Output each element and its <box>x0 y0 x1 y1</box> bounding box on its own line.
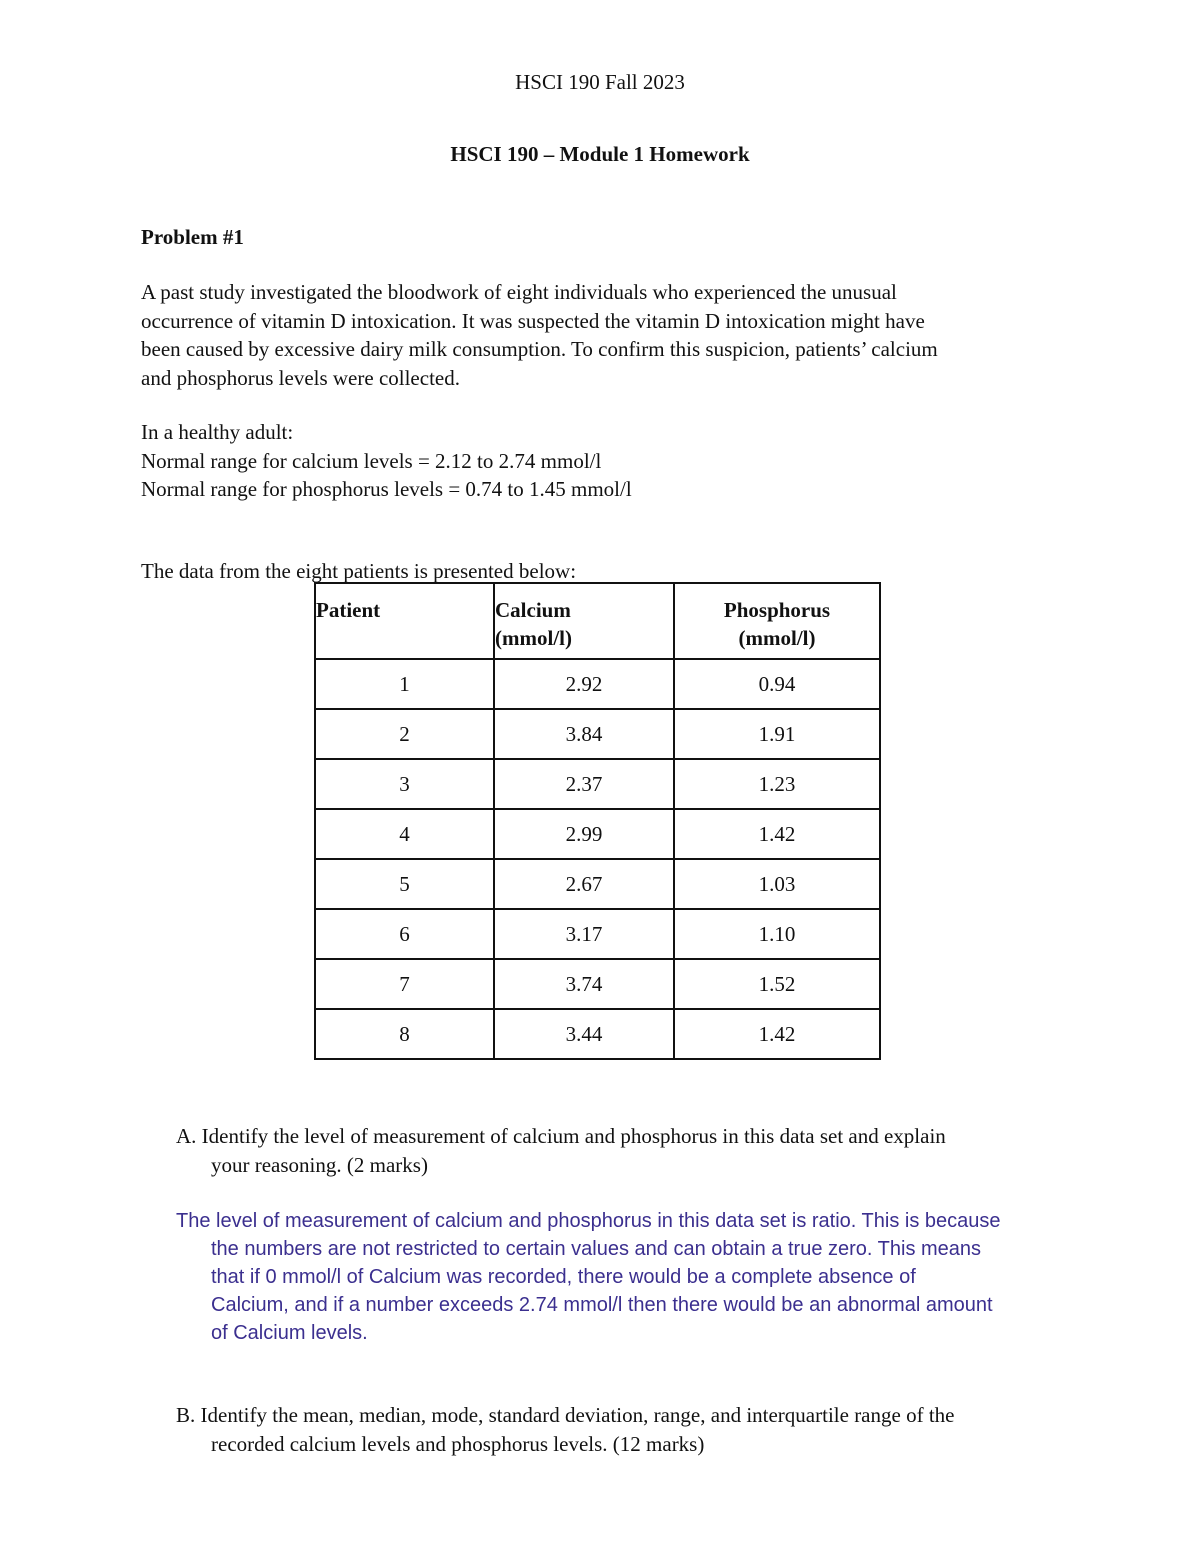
intro-line: A past study investigated the bloodwork of eight individuals who experienced the unusual <box>141 280 897 304</box>
header-patient-label: Patient <box>316 598 381 622</box>
answer-a <box>176 1207 1076 1347</box>
calcium-cell: 2.99 <box>494 809 674 859</box>
header-calcium <box>494 583 674 659</box>
patient-cell: 6 <box>315 909 494 959</box>
calcium-cell: 2.67 <box>494 859 674 909</box>
calcium-range: Normal range for calcium levels = 2.12 to 2.74 mmol/l <box>141 448 602 473</box>
header-calcium-label: Calcium <box>495 598 571 622</box>
table-header-row <box>315 583 880 659</box>
patient-cell: 4 <box>315 809 494 859</box>
phosphorus-cell: 1.42 <box>674 1009 880 1059</box>
answer-a-line: that if 0 mmol/l of Calcium was recorded, there would be a complete absence of <box>211 1266 916 1288</box>
phosphorus-cell: 1.52 <box>674 959 880 1009</box>
answer-a-line: of Calcium levels. <box>211 1322 368 1344</box>
table-row <box>315 859 880 909</box>
calcium-cell: 2.37 <box>494 759 674 809</box>
healthy-adult-label: In a healthy adult: <box>141 420 294 444</box>
question-b <box>176 1401 1076 1458</box>
patient-data-table <box>314 582 881 1060</box>
document-title: HSCI 190 – Module 1 Homework <box>450 142 750 166</box>
normal-ranges <box>141 418 1061 504</box>
problem-heading: Problem #1 <box>141 225 244 249</box>
table-row <box>315 1009 880 1059</box>
calcium-cell: 3.44 <box>494 1009 674 1059</box>
calcium-cell: 2.92 <box>494 659 674 709</box>
patient-cell: 7 <box>315 959 494 1009</box>
patient-cell: 5 <box>315 859 494 909</box>
data-intro: The data from the eight patients is presented below: <box>141 559 577 583</box>
answer-a-line: Calcium, and if a number exceeds 2.74 mmol/l then there would be an abnormal amount <box>211 1294 993 1316</box>
answer-a-line: the numbers are not restricted to certain values and can obtain a true zero. This means <box>211 1238 982 1260</box>
phosphorus-cell: 1.10 <box>674 909 880 959</box>
question-a <box>176 1122 1076 1179</box>
patient-cell: 3 <box>315 759 494 809</box>
table-row <box>315 759 880 809</box>
header-phosphorus-label: Phosphorus <box>723 598 831 622</box>
table-row <box>315 909 880 959</box>
table-row <box>315 709 880 759</box>
intro-paragraph <box>141 278 1061 392</box>
calcium-cell: 3.74 <box>494 959 674 1009</box>
intro-line: occurrence of vitamin D intoxication. It was suspected the vitamin D intoxication might have <box>141 308 925 333</box>
phosphorus-cell: 1.42 <box>674 809 880 859</box>
header-calcium-unit: (mmol/l) <box>495 626 572 650</box>
calcium-cell: 3.84 <box>494 709 674 759</box>
phosphorus-cell: 1.23 <box>674 759 880 809</box>
table-row <box>315 959 880 1009</box>
table-row <box>315 659 880 709</box>
header-phosphorus-unit: (mmol/l) <box>738 626 816 650</box>
calcium-cell: 3.17 <box>494 909 674 959</box>
header-patient <box>315 583 494 659</box>
question-a-line: your reasoning. (2 marks) <box>211 1152 428 1177</box>
page-header: HSCI 190 Fall 2023 <box>515 70 685 94</box>
intro-line: been caused by excessive dairy milk consumption. To confirm this suspicion, patients’ calcium <box>141 337 938 361</box>
patient-cell: 1 <box>315 659 494 709</box>
patient-cell: 8 <box>315 1009 494 1059</box>
header-phosphorus <box>674 583 880 659</box>
phosphorus-range: Normal range for phosphorus levels = 0.74 to 1.45 mmol/l <box>141 477 632 501</box>
question-a-line: A. Identify the level of measurement of calcium and phosphorus in this data set and explain <box>176 1124 946 1148</box>
answer-a-line: The level of measurement of calcium and phosphorus in this data set is ratio. This is because <box>176 1210 1001 1232</box>
question-b-line: recorded calcium levels and phosphorus levels. (12 marks) <box>211 1431 705 1456</box>
phosphorus-cell: 1.91 <box>674 709 880 759</box>
patient-cell: 2 <box>315 709 494 759</box>
intro-line: and phosphorus levels were collected. <box>141 365 460 390</box>
question-b-line: B. Identify the mean, median, mode, standard deviation, range, and interquartile range of the <box>176 1403 955 1427</box>
phosphorus-cell: 1.03 <box>674 859 880 909</box>
phosphorus-cell: 0.94 <box>674 659 880 709</box>
table-row <box>315 809 880 859</box>
